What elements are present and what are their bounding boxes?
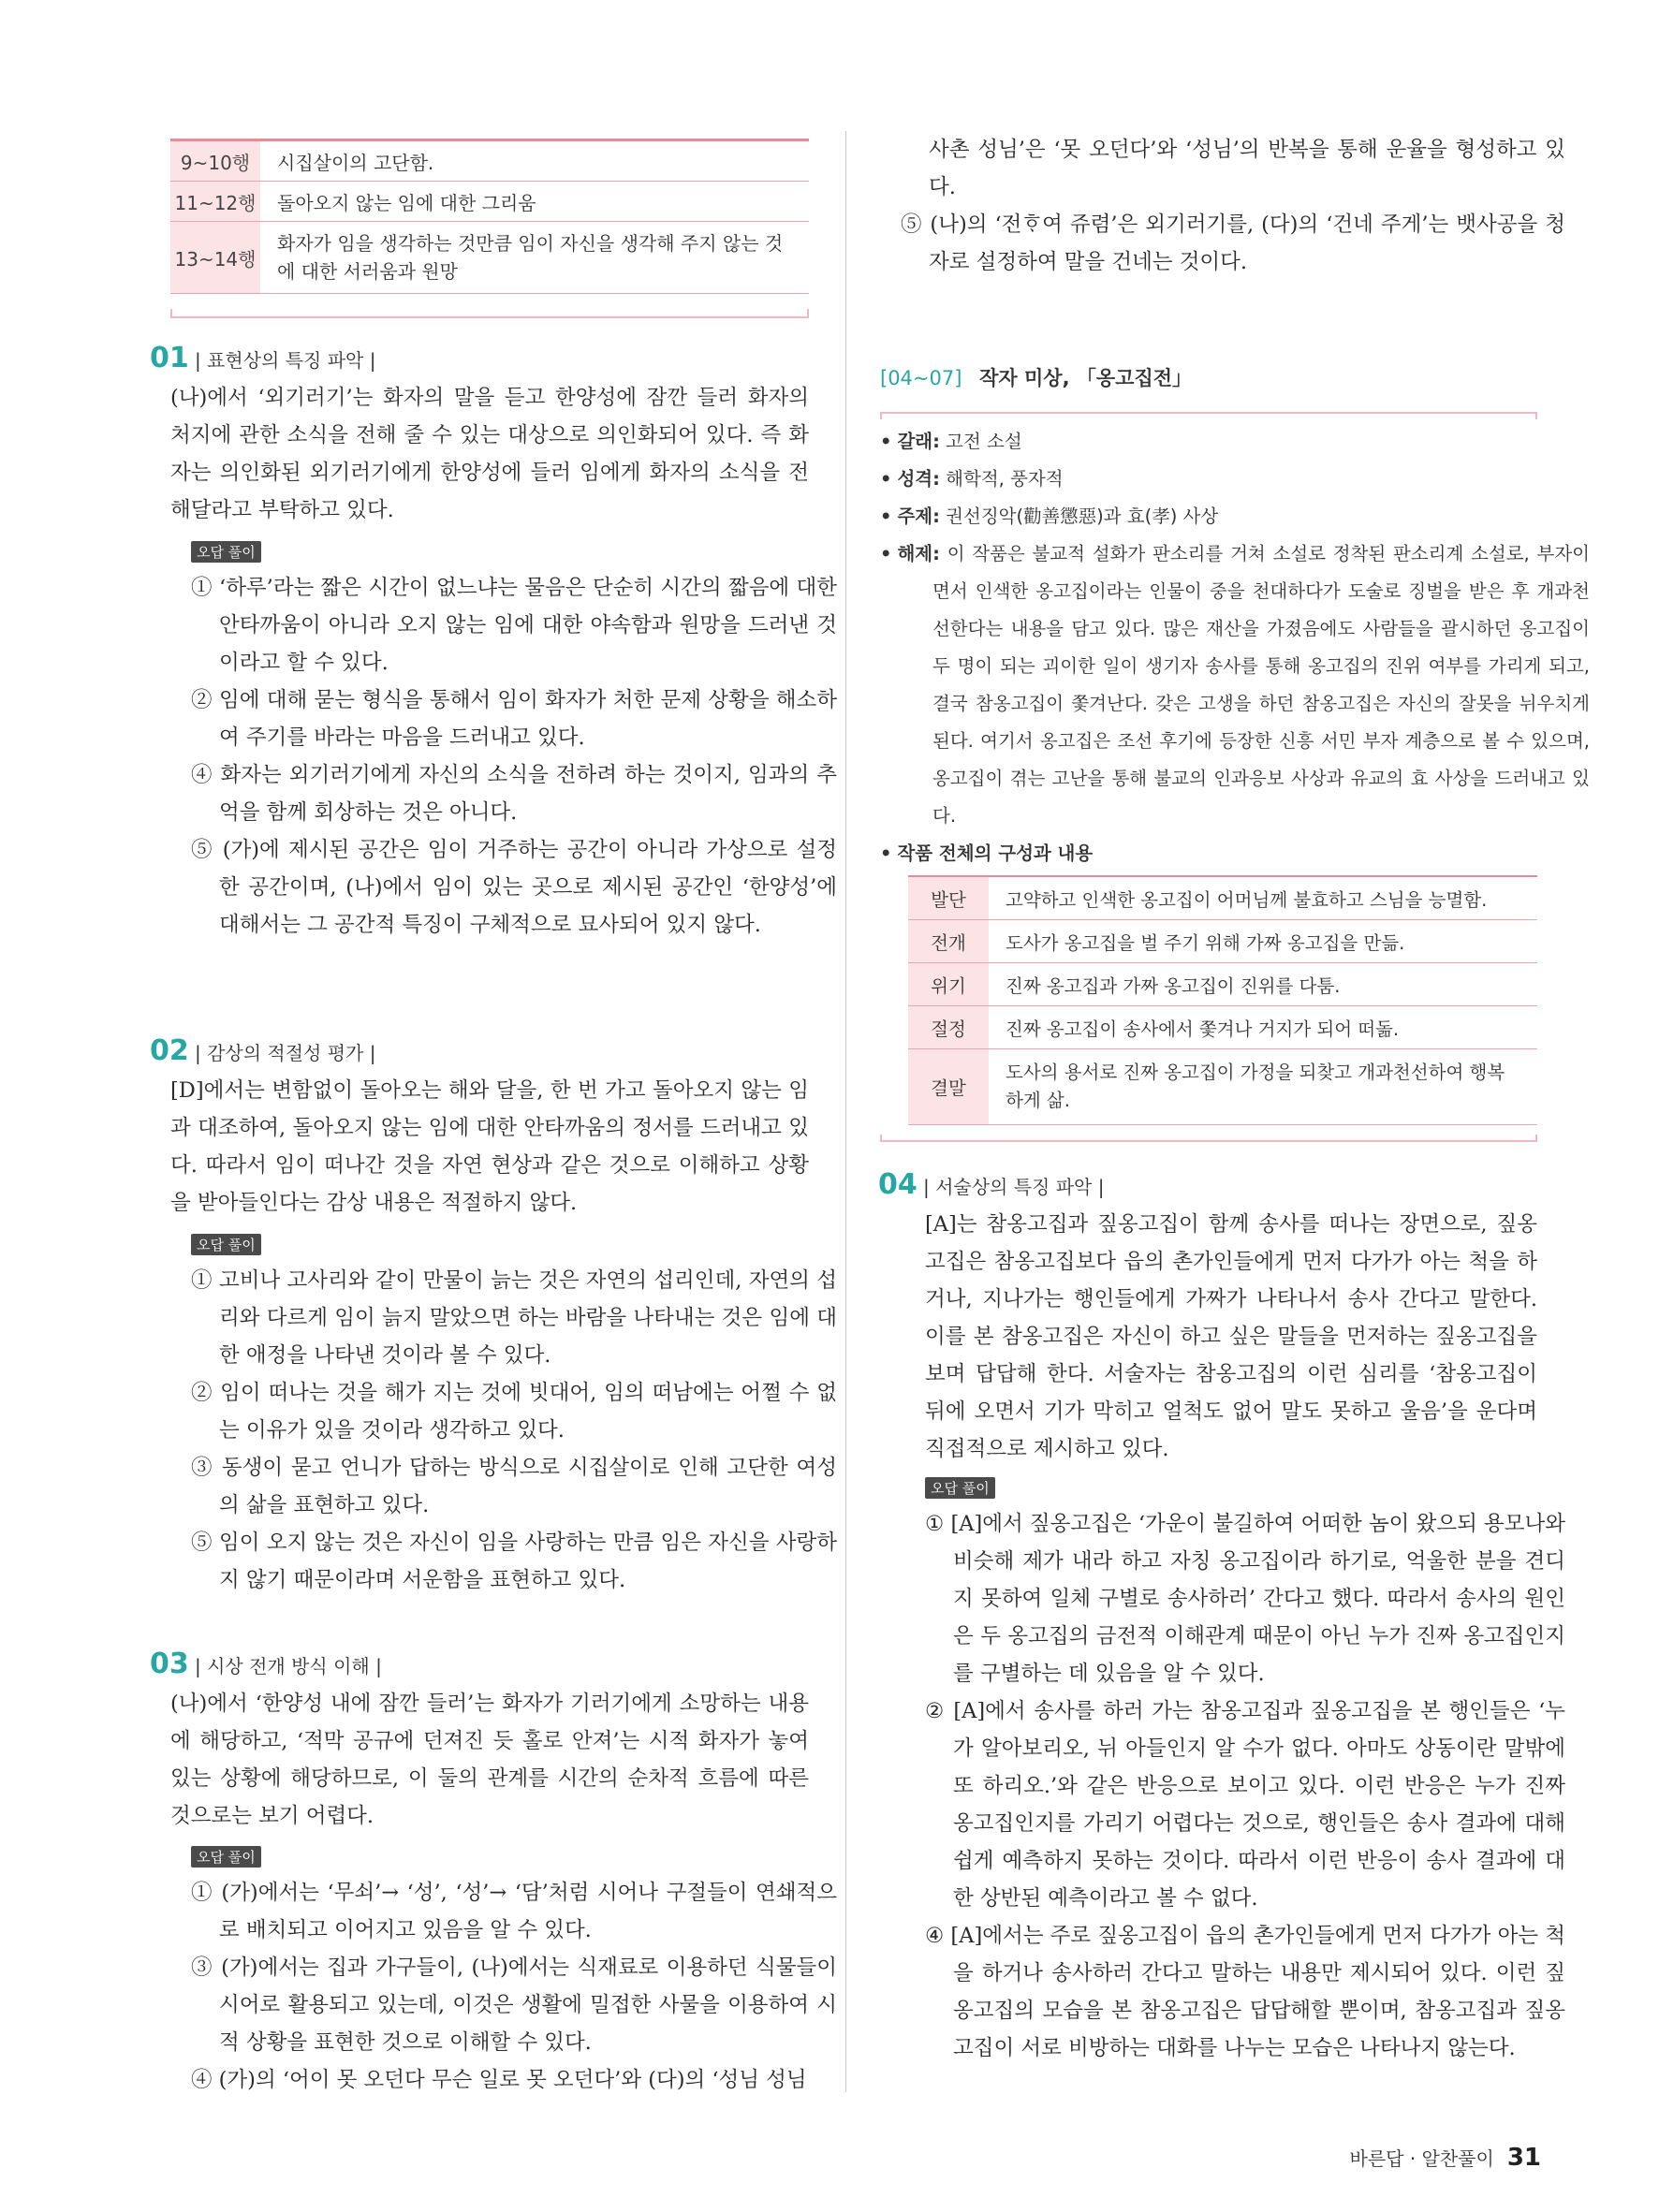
work-bottom-bracket [880, 1135, 1537, 1142]
question-03-header [150, 1648, 382, 1680]
question-tag: | 서술상의 특징 파악 | [923, 1176, 1105, 1198]
work-header [880, 363, 1192, 391]
question-number: 03 [150, 1648, 189, 1680]
option-item: ④ (가)의 ‘어이 못 오던다 무슨 일로 못 오던다’와 (다)의 ‘성님 성님 [191, 2068, 807, 2092]
option-item: ① 고비나 고사리와 같이 만물이 늙는 것은 자연의 섭리인데, 자연의 섭리와 다르게 임이 늙지 말았으면 하는 바람을 나타내는 것은 임에 대한 애정을 나타낸 것이라 볼 수 있다. [191, 1268, 837, 1368]
question-04-body: [A]는 참옹고집과 짚옹고집이 함께 송사를 떠나는 장면으로, 짚옹고집은 참옹고집보다 읍의 촌가인들에게 먼저 다가가 아는 척을 하거나, 지나가는 행인들에게 가짜가 나타나서 송사 간다고 말한다. 이를 본 참옹고집은 자신이 하고 싶은 말들을 먼저하는 짚옹고집을 보며 답답해 한다. 서술자는 참옹고집의 이런 심리를 ‘참옹고집이 뒤에 오면서 기가 막히고 얼척도 없어 말도 못하고 울음’을 운다며 직접적으로 제시하고 있다. [925, 1212, 1537, 1461]
info-label: 주제: [897, 505, 940, 527]
work-theme [880, 498, 1537, 535]
info-label: 갈래: [897, 431, 940, 452]
table-value: 시집살이의 고단함. [260, 140, 809, 182]
table-key: 9~10행 [170, 140, 260, 182]
table-key: 결말 [908, 1049, 989, 1125]
question-number: 04 [878, 1168, 918, 1201]
wrong-answer-badge [191, 541, 261, 563]
column-divider [845, 131, 846, 2092]
work-range: [04~07] [880, 367, 962, 389]
option-item: ⑤ 임이 오지 않는 것은 자신이 임을 사랑하는 만큼 임은 자신을 사랑하지 않기 때문이라며 서운함을 표현하고 있다. [191, 1531, 837, 1592]
question-tag: | 시상 전개 방식 이해 | [195, 1655, 382, 1677]
table-key: 위기 [908, 963, 989, 1006]
question-01-body: (나)에서 ‘외기러기’는 화자의 말을 듣고 한양성에 잠깐 들러 화자의 처지에 관한 소식을 전해 줄 수 있는 대상으로 의인화되어 있다. 즉 화자는 의인화된 외기러기에게 한양성에 들러 임에게 화자의 소식을 전해달라고 부탁하고 있다. [170, 386, 809, 522]
question-04-header [878, 1168, 1104, 1201]
option-item: ② [A]에서 송사를 하러 가는 참옹고집과 짚옹고집을 본 행인들은 ‘누가 알아보리오, 뉘 아들인지 알 수가 없다. 아마도 상동이란 말밖에 또 하리오.’와 같은 반응으로 보이고 있다. 이런 반응은 누가 진짜 옹고집인지를 가리기 어렵다는 것으로, 행인들은 송사 결과에 대해 쉽게 예측하지 못하는 것이다. 따라서 이런 반응이 송사 결과에 대한 상반된 예측이라고 볼 수 없다. [925, 1699, 1565, 1911]
bullet-icon: • [880, 431, 892, 452]
table-row [908, 876, 1537, 920]
info-label: 해제: [897, 543, 940, 564]
table-row [908, 1006, 1537, 1049]
bullet-icon: • [880, 468, 892, 490]
option-item: ① [A]에서 짚옹고집은 ‘가운이 불길하여 어떠한 놈이 왔으되 용모나와 비슷해 제가 내라 하고 자칭 옹고집이라 하기로, 억울한 분을 견디지 못하여 일체 구별로 송사하러’ 간다고 했다. 따라서 송사의 원인은 두 옹고집의 금전적 이해관계 때문이 아닌 누가 진짜 옹고집인지를 구별하는 데 있음을 알 수 있다. [925, 1512, 1565, 1686]
info-label: 성격: [897, 468, 940, 490]
table-row [908, 920, 1537, 963]
table-key: 13~14행 [170, 222, 260, 294]
table-value-line: 도사의 용서로 진짜 옹고집이 가정을 되찾고 개과천선하여 행복 [1006, 1062, 1505, 1083]
question-number: 01 [150, 342, 189, 374]
table-row [170, 140, 809, 182]
table-value: 고약하고 인색한 옹고집이 어머님께 불효하고 스님을 능멸함. [989, 876, 1537, 920]
badge-label: 오답 풀이 [191, 1234, 261, 1255]
option-item: ② 임이 떠나는 것을 해가 지는 것에 빗대어, 임의 떠남에는 어쩔 수 없는 이유가 있을 것이라 생각하고 있다. [191, 1381, 837, 1443]
question-number: 02 [150, 1034, 189, 1067]
info-value: 이 작품은 불교적 설화가 판소리를 거쳐 소설로 정착된 판소리계 소설로, 부자이면서 인색한 옹고집이라는 인물이 중을 천대하다가 도술로 징벌을 받은 후 개과천선한다는 내용을 담고 있다. 많은 재산을 가졌음에도 사람들을 괄시하던 옹고집이 두 명이 되는 괴이한 일이 생기자 송사를 통해 옹고집의 진위 여부를 가리게 되고, 결국 참옹고집이 쫓겨난다. 갖은 고생을 하던 참옹고집은 자신의 잘못을 뉘우치게 된다. 여기서 옹고집은 조선 후기에 등장한 신흥 서민 부자 계층으로 볼 수 있으며, 옹고집이 겪는 고난을 통해 불교의 인과응보 사상과 유교의 효 사상을 드러내고 있다. [932, 543, 1590, 827]
question-01-header [150, 342, 375, 374]
work-genre [880, 423, 1537, 461]
info-value: 해학적, 풍자적 [946, 468, 1064, 490]
table-key: 전개 [908, 920, 989, 963]
info-label: 작품 전체의 구성과 내용 [897, 842, 1094, 864]
table-value-line: 화자가 임을 생각하는 것만큼 임이 자신을 생각해 주지 않는 것 [277, 232, 784, 255]
table-value: 진짜 옹고집이 송사에서 쫓겨나 거지가 되어 떠돎. [989, 1006, 1537, 1049]
bullet-icon: • [880, 543, 892, 564]
badge-label: 오답 풀이 [191, 1846, 261, 1868]
work-title: 작자 미상, 「옹고집전」 [979, 367, 1193, 389]
table-value: 진짜 옹고집과 가짜 옹고집이 진위를 다툼. [989, 963, 1537, 1006]
option-item: ⑤ (나)의 ‘전ᄒᆞ여 쥬렴’은 외기러기를, (다)의 ‘건네 주게’는 뱃사공을 청자로 설정하여 말을 건네는 것이다. [901, 212, 1565, 274]
table-value [260, 222, 809, 294]
table-row [170, 182, 809, 222]
table-value: 도사가 옹고집을 벌 주기 위해 가짜 옹고집을 만듦. [989, 920, 1537, 963]
wrong-answer-badge [191, 1234, 261, 1255]
wrong-answer-badge [925, 1477, 995, 1499]
table-key: 발단 [908, 876, 989, 920]
page-number: 31 [1506, 2144, 1541, 2172]
table-row [170, 222, 809, 294]
option-item: ② 임에 대해 묻는 형식을 통해서 임이 화자가 처한 문제 상황을 해소하여 주기를 바라는 마음을 드러내고 있다. [191, 688, 837, 750]
info-value: 고전 소설 [946, 431, 1022, 452]
table-value [989, 1049, 1537, 1125]
continued-option: 사촌 성님’은 ‘못 오던다’와 ‘성님’의 반복을 통해 운율을 형성하고 있다. [929, 138, 1565, 199]
table-bracket [170, 309, 809, 318]
table-key: 11~12행 [170, 182, 260, 222]
page-footer [1350, 2144, 1542, 2172]
work-summary [880, 535, 1590, 835]
work-nature [880, 461, 1537, 498]
option-item: ④ 화자는 외기러기에게 자신의 소식을 전하려 하는 것이지, 임과의 추억을 함께 회상하는 것은 아니다. [191, 763, 837, 825]
option-item: ③ 동생이 묻고 언니가 답하는 방식으로 시집살이로 인해 고단한 여성의 삶을 표현하고 있다. [191, 1456, 837, 1517]
option-item: ③ (가)에서는 집과 가구들이, (나)에서는 식재료로 이용하던 식물들이 시어로 활용되고 있는데, 이것은 생활에 밀접한 사물을 이용하여 시적 상황을 표현한 것으로 이해할 수 있다. [191, 1956, 837, 2055]
question-02-body: [D]에서는 변함없이 돌아오는 해와 달을, 한 번 가고 돌아오지 않는 임과 대조하여, 돌아오지 않는 임에 대한 안타까움의 정서를 드러내고 있다. 따라서 임이 떠나간 것을 자연 현상과 같은 것으로 이해하고 상황을 받아들인다는 감상 내용은 적절하지 않다. [170, 1078, 809, 1215]
option-item: ① ‘하루’라는 짧은 시간이 없느냐는 물음은 단순히 시간의 짧음에 대한 안타까움이 아니라 오지 않는 임에 대한 야속함과 원망을 드러낸 것이라고 할 수 있다. [191, 576, 837, 675]
table-key: 절정 [908, 1006, 989, 1049]
option-item: ④ [A]에서는 주로 짚옹고집이 읍의 촌가인들에게 먼저 다가가 아는 척을 하거나 송사하러 간다고 말하는 내용만 제시되어 있다. 이런 짚옹고집의 모습을 본 참옹고집은 답답해할 뿐이며, 참옹고집과 짚옹고집이 서로 비방하는 대화를 나누는 모습은 나타나지 않는다. [925, 1924, 1565, 2060]
question-tag: | 감상의 적절성 평가 | [195, 1042, 376, 1064]
table-value-line: 하게 삶. [1006, 1090, 1070, 1111]
work-structure-heading [880, 835, 1537, 872]
badge-label: 오답 풀이 [191, 541, 261, 563]
structure-table [908, 875, 1537, 1125]
info-value: 권선징악(勸善懲惡)과 효(孝) 사상 [946, 505, 1219, 527]
lines-table [170, 139, 809, 294]
footer-label: 바른답 · 알찬풀이 [1349, 2147, 1494, 2170]
bullet-icon: • [880, 505, 892, 527]
table-value: 돌아오지 않는 임에 대한 그리움 [260, 182, 809, 222]
wrong-answer-badge [191, 1846, 261, 1868]
table-row [908, 1049, 1537, 1125]
question-02-header [150, 1034, 375, 1067]
work-top-bracket [880, 412, 1537, 419]
option-item: ⑤ (가)에 제시된 공간은 임이 거주하는 공간이 아니라 가상으로 설정한 공간이며, (나)에서 임이 있는 곳으로 제시된 공간인 ‘한양성’에 대해서는 그 공간적 특징이 구체적으로 묘사되어 있지 않다. [191, 838, 837, 937]
question-03-body: (나)에서 ‘한양성 내에 잠깐 들러’는 화자가 기러기에게 소망하는 내용에 해당하고, ‘적막 공규에 던져진 듯 홀로 안져’는 시적 화자가 놓여 있는 상황에 해당하므로, 이 둘의 관계를 시간의 순차적 흐름에 따른 것으로는 보기 어렵다. [170, 1692, 809, 1828]
question-tag: | 표현상의 특징 파악 | [195, 349, 376, 372]
table-row [908, 963, 1537, 1006]
table-value-line: 에 대한 서러움과 원망 [277, 260, 458, 283]
bullet-icon: • [880, 842, 892, 864]
option-item: ① (가)에서는 ‘무쇠’→ ‘성’, ‘성’→ ‘담’처럼 시어나 구절들이 연쇄적으로 배치되고 이어지고 있음을 알 수 있다. [191, 1881, 837, 1942]
badge-label: 오답 풀이 [925, 1477, 995, 1499]
